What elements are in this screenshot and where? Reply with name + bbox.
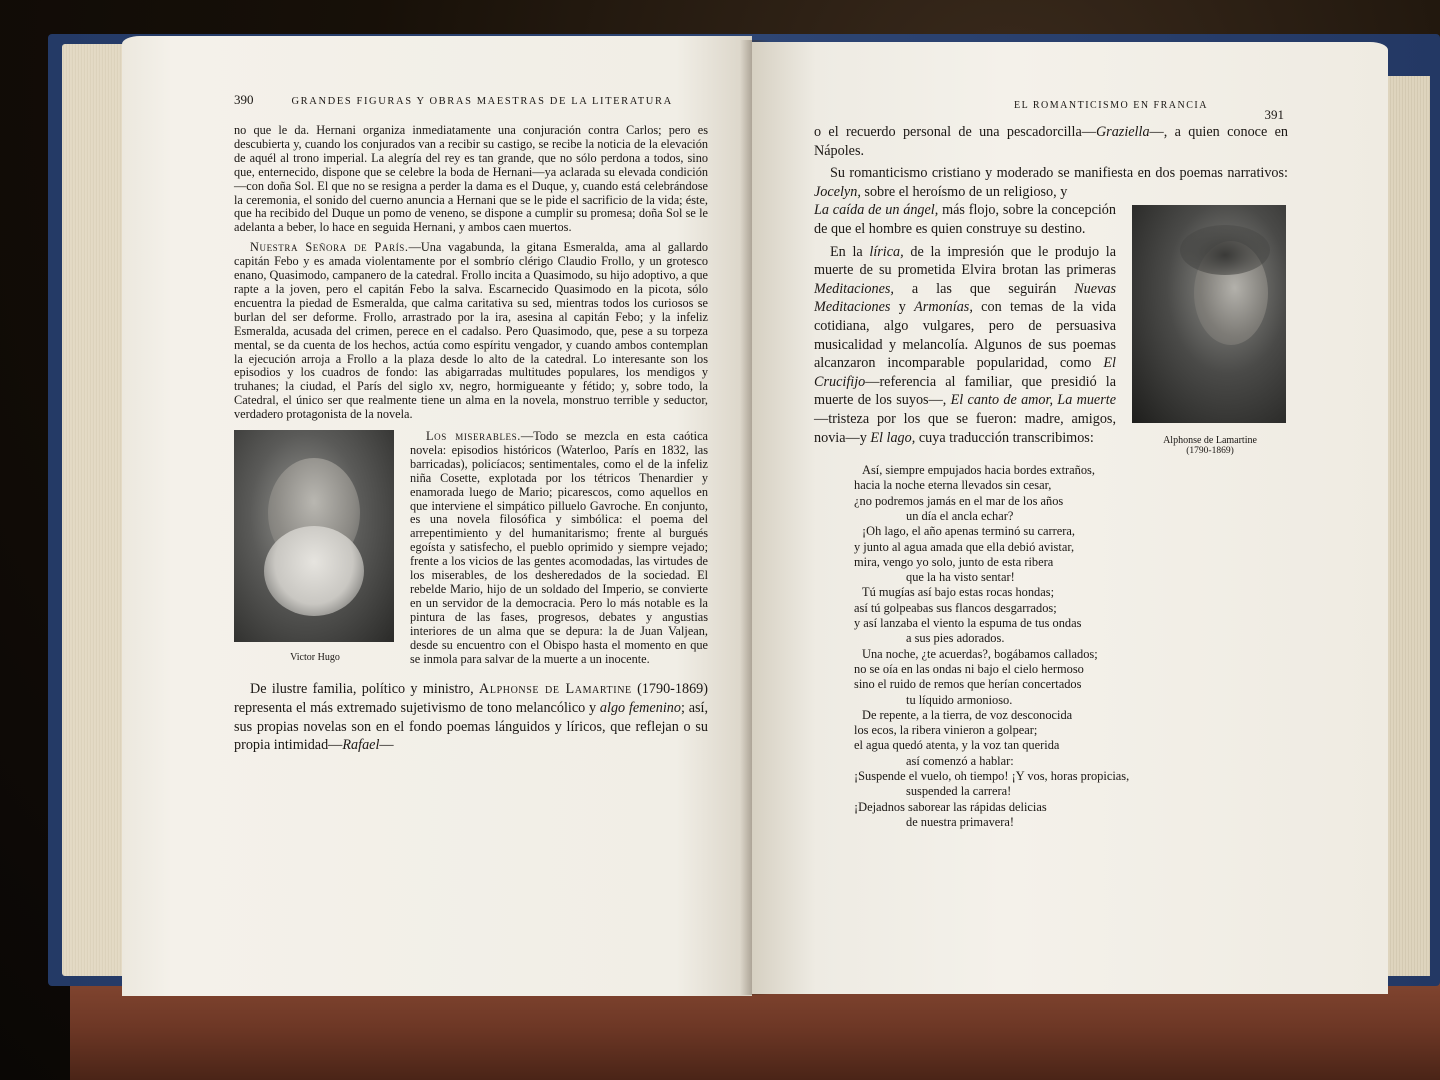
poem-line: ¿no podremos jamás en el mar de los años bbox=[854, 493, 1064, 508]
lamartine-name: Alphonse de Lamartine bbox=[479, 681, 632, 698]
poem-line: De repente, a la tierra, de voz desconocida bbox=[862, 707, 1073, 722]
p3-text-b: de la impresión que le produjo la muerte de su prometida Elvira brotan las primeras bbox=[814, 243, 1116, 279]
narrative-poems-paragraph bbox=[814, 164, 1288, 201]
p3-text-e: con temas de la vida cotidiana, algo vulgares, pero de persuasiva musicalidad y melancolía. Algunos de sus poemas alcanzaron incomparable popularidad, como bbox=[814, 299, 1117, 372]
p3-text-c: a las que seguirán bbox=[893, 280, 1075, 297]
left-running-head bbox=[234, 92, 708, 108]
right-running-head: EL ROMANTICISMO EN FRANCIA bbox=[1014, 100, 1208, 111]
crucifijo-title: El Crucifijo bbox=[814, 355, 1116, 390]
poem-line: así tú golpeabas sus flancos desgarrados; bbox=[854, 600, 1057, 615]
jocelyn-title: Jocelyn, bbox=[814, 183, 861, 200]
poem-line: sino el ruido de remos que herían concertados bbox=[854, 677, 1082, 692]
poem-line: Así, siempre empujados hacia bordes extraños, bbox=[862, 463, 1095, 478]
poem-line: ¡Dejadnos saborear las rápidas delicias bbox=[854, 799, 1047, 814]
lamartine-intro-text-3: ; así, sus propias novelas son en el fondo poemas lánguidos y líricos, que reflejan o su propia intimidad— bbox=[234, 700, 709, 754]
p2-text-b: sobre el heroísmo de un religioso, y bbox=[860, 183, 1068, 200]
poem-line: y junto al agua amada que ella debió avistar, bbox=[854, 539, 1075, 554]
poem-line: Tú mugías así bajo estas rocas hondas; bbox=[862, 585, 1055, 600]
poem-line: tu líquido armonioso. bbox=[906, 692, 1013, 707]
p2-text-a: Su romanticismo cristiano y moderado se manifiesta en dos poemas narrativos: bbox=[830, 165, 1288, 182]
lago-title: El lago, bbox=[870, 429, 916, 446]
poem-line: el agua quedó atenta, y la voz tan querida bbox=[854, 738, 1060, 753]
armonias-title: Armonías, bbox=[914, 299, 973, 316]
poem-line: los ecos, la ribera vinieron a golpear; bbox=[854, 723, 1038, 738]
hugo-caption: Victor Hugo bbox=[290, 652, 340, 664]
poem-line: ¡Oh lago, el año apenas terminó su carrera, bbox=[862, 524, 1075, 539]
left-page bbox=[122, 36, 752, 996]
poem-line: y así lanzaba el viento la espuma de tus ondas bbox=[854, 616, 1082, 631]
right-page-number: 391 bbox=[1264, 107, 1284, 122]
poem-line: así comenzó a hablar: bbox=[906, 753, 1014, 768]
poem-line: a sus pies adorados. bbox=[906, 631, 1005, 646]
poem-line: mira, vengo yo solo, junto de esta ribera bbox=[854, 554, 1054, 569]
meditaciones-title: Meditaciones, bbox=[814, 280, 894, 297]
poem-el-lago bbox=[854, 463, 1288, 830]
rafael-title: Rafael bbox=[342, 737, 380, 754]
lamartine-intro-text-1: De ilustre familia, político y ministro, bbox=[250, 681, 480, 698]
poem-line: de nuestra primavera! bbox=[906, 814, 1015, 829]
lamartine-intro-paragraph bbox=[234, 680, 708, 754]
lamartine-figure bbox=[1132, 205, 1288, 456]
p3-text-g: —tristeza por los que se fueron: madre, amigos, novia—y bbox=[814, 410, 1116, 446]
notre-dame-paragraph bbox=[234, 241, 708, 422]
p1-text-a: o el recuerdo personal de una pescadorcilla— bbox=[814, 124, 1096, 140]
miserables-heading: Los miserables. bbox=[426, 429, 521, 444]
poem-line: que la ha visto sentar! bbox=[906, 570, 1015, 585]
p3-text-h: cuya traducción transcribimos: bbox=[915, 429, 1094, 446]
victor-hugo-portrait bbox=[234, 430, 394, 642]
graziella-paragraph bbox=[814, 123, 1288, 160]
lamartine-portrait bbox=[1132, 205, 1286, 423]
right-page bbox=[752, 42, 1388, 994]
graziella-title: Graziella bbox=[1095, 124, 1150, 140]
poem-line: Una noche, ¿te acuerdas?, bogábamos callados; bbox=[862, 646, 1098, 661]
lirica-word: lírica, bbox=[869, 243, 904, 260]
lamartine-intro-italic: algo femenino bbox=[599, 700, 681, 717]
p3-text-f: —referencia al familiar, que presidió la muerte de los suyos—, bbox=[814, 373, 1116, 409]
p2-text-c: más flojo, sobre la concepción de que el hombre es quien construye su destino. bbox=[814, 202, 1116, 237]
miserables-text: —Todo se mezcla en esta caótica novela: episodios históricos (Waterloo, París en 1832, las barricadas), policíacos; sentimentales, como el de la infeliz niña Cosette, explotada por los tétricos Thenardier y enamorada luego de Mario; picarescos, como aquellos en que interviene el simpático pilluelo Gavroche. En conjunto, es una novela filosófica y simbólica: el poema del arrepentimiento y del humanitarismo; frente al burgués egoísta y satisfecho, el pueblo oprimido y siempre vejado; frente a los vicios de las gentes acomodadas, las virtudes de los miserables, de los desheredados de la sociedad. El rebelde Mario, hijo de un soldado del Imperio, se convierte en un servidor de la democracia. Pero lo más notable es la pintura de las fases, progresos, debates y angustias interiores de un alma que se depura: la de Juan Valjean, desde su encuentro con el Obispo hasta el momento en que se inmola para salvar de la muerte a un inocente. bbox=[410, 429, 708, 666]
left-page-number: 390 bbox=[234, 92, 254, 107]
notre-dame-text: —Una vagabunda, la gitana Esmeralda, ama al gallardo capitán Febo y es amada violentamente por el sombrío clérigo Claudio Frollo, y un grotesco enano, Quasimodo, campanero de la catedral. Frollo incita a Quasimodo, su hijo adoptivo, a que rapte a la joven, pero el capitán Febo la salva. Escarnecido Quasimodo en la picota, sólo encuentra la piedad de Esmeralda, que calma caritativa su sed, mientras todos los curiosos se burlan del ser deforme. Frollo, arrastrado por la ira, asesina al capitán Febo; y la infeliz Esmeralda, acusada del crimen, perece en el cadalso. Pero Quasimodo, que, pese a su torpeza mental, se da cuenta de los hechos, actúa como espíritu vengador, y cuando ambos contemplan la ejecución arroja a Frollo a la plaza desde lo alto de la catedral. Lo interesante son los episodios y los cuadros de fondo: las abigarradas multitudes populares, los mendigos y truhanes; la ciudad, el París del siglo xv, negro, hormigueante y fétido; y, sobre todo, la Catedral, el único ser que realmente tiene un alma en la novela, monstruo terrible y seductor, verdadero protagonista de la novela. bbox=[234, 240, 708, 422]
p3-text-a: En la bbox=[830, 243, 870, 260]
hugo-beard bbox=[264, 526, 364, 616]
left-head-title: GRANDES FIGURAS Y OBRAS MAESTRAS DE LA LITERATURA bbox=[291, 96, 673, 107]
poem-line: un día el ancla echar? bbox=[906, 508, 1014, 523]
poem-line: ¡Suspende el vuelo, oh tiempo! ¡Y vos, horas propicias, bbox=[854, 769, 1130, 784]
nuevas-meditaciones-title: Nuevas Meditaciones bbox=[814, 280, 1116, 316]
poem-line: suspended la carrera! bbox=[906, 784, 1012, 799]
lamartine-dates: (1790-1869) bbox=[1186, 446, 1234, 457]
poem-line: hacia la noche eterna llevados sin cesar, bbox=[854, 478, 1052, 493]
canto-muerte-titles: El canto de amor, La muerte bbox=[950, 392, 1116, 409]
lamartine-intro-end: — bbox=[379, 737, 394, 754]
lamartine-caption: Alphonse de Lamartine bbox=[1163, 435, 1257, 447]
hernani-paragraph: no que le da. Hernani organiza inmediatamente una conjuración contra Carlos; pero es descubierta y, cuando los conjurados van a recibir su castigo, se recibe la noticia de la elevación de aquél al trono imperial. La alegría del rey es tan grande, que no sólo perdona a todos, sino que, enternecido, dispone que se celebre la boda de Hernani—ya aclarada su elevada condición—con doña Sol. El que no se resigna a perder la dama es el Duque, y, cuando está celebrándose la ceremonia, el sonido del cuerno anuncia a Hernani que se le pide el sacrificio de la vida; éste, que ha recibido del Duque un pomo de veneno, se dispone a cumplir su promesa; doña Sol se le adelanta a beber, lo hace en seguida Hernani, y ambos caen muertos. bbox=[234, 123, 708, 235]
p3-text-d: y bbox=[890, 299, 915, 316]
lamartine-intro-text-2: (1790-1869) representa el más extremado sujetivismo de tono melancólico y bbox=[234, 681, 708, 717]
caida-angel-title: La caída de un ángel, bbox=[814, 202, 939, 219]
notre-dame-heading: Nuestra Señora de París. bbox=[250, 240, 409, 255]
p1-text-b: —, a quien conoce en Nápoles. bbox=[814, 124, 1288, 159]
hugo-figure bbox=[234, 430, 396, 663]
poem-line: no se oía en las ondas ni bajo el cielo hermoso bbox=[854, 661, 1084, 676]
